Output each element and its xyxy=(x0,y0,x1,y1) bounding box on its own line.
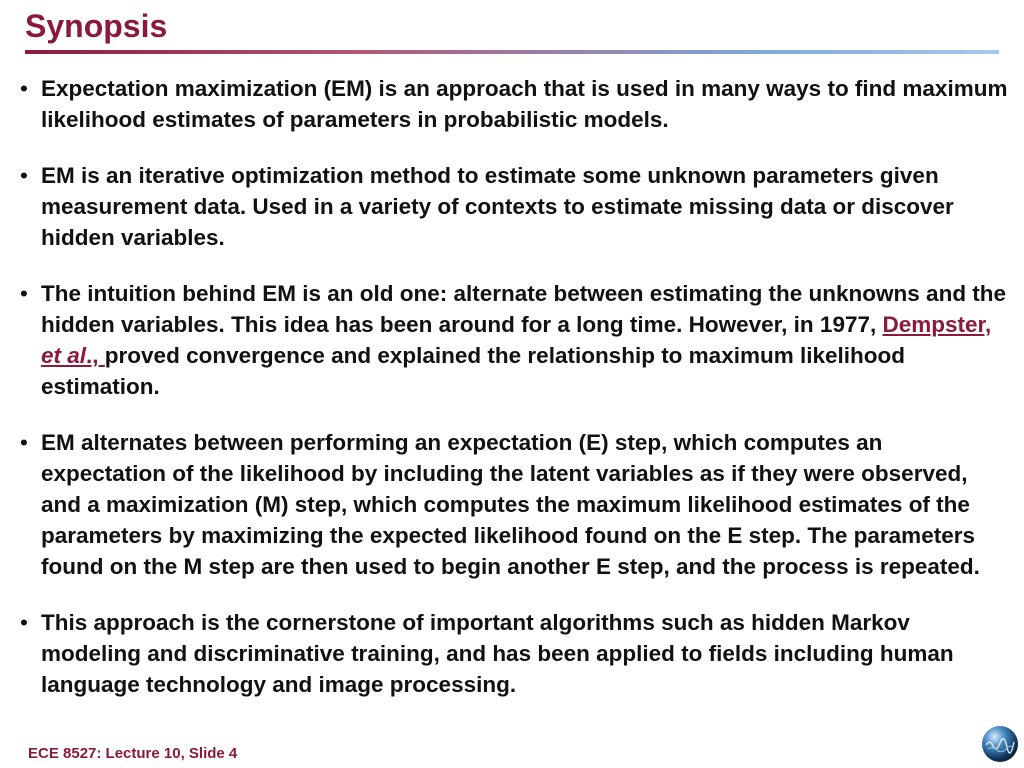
globe-logo-icon xyxy=(980,724,1020,764)
bullet-marker: • xyxy=(20,163,28,188)
bullet-text: Expectation maximization (EM) is an approach that is used in many ways to find maximum likelihood estimates of parameters in probabilistic models. xyxy=(41,76,1008,132)
bullet-item xyxy=(20,278,1010,402)
bullet-item xyxy=(20,607,1010,700)
bullet-text: This approach is the cornerstone of important algorithms such as hidden Markov modeling and discriminative training, and has been applied to fields including human language technology and image processing. xyxy=(41,610,954,697)
bullet-marker: • xyxy=(20,76,28,101)
bullet-marker: • xyxy=(20,610,28,635)
link-author: Dempster, xyxy=(882,312,992,337)
bullet-item xyxy=(20,160,1010,253)
page-title: Synopsis xyxy=(25,8,168,44)
slide-footer: ECE 8527: Lecture 10, Slide 4 xyxy=(28,745,238,762)
link-tail: ., xyxy=(86,343,105,368)
bullet-text-before-link: The intuition behind EM is an old one: alternate between estimating the unknowns and the hidden variables. This idea has been around for a long time. However, in 1977, xyxy=(41,281,1007,337)
bullet-text-after-link: proved convergence and explained the relationship to maximum likelihood estimation. xyxy=(41,343,905,399)
bullet-marker: • xyxy=(20,281,28,306)
link-etal: et al xyxy=(41,343,87,368)
title-underline xyxy=(25,50,999,54)
bullet-text: EM alternates between performing an expectation (E) step, which computes an expectation of the likelihood by including the latent variables as if they were observed, and a maximization (M) step, which computes the maximum likelihood estimates of the parameters by maximizing the expected likelihood found on the E step. The parameters found on the M step are then used to begin another E step, and the process is repeated. xyxy=(41,430,980,579)
bullet-list xyxy=(20,73,1010,725)
bullet-item xyxy=(20,427,1010,582)
bullet-text: EM is an iterative optimization method to estimate some unknown parameters given measurement data. Used in a variety of contexts to estimate missing data or discover hidden variables. xyxy=(41,163,954,250)
bullet-item xyxy=(20,73,1010,135)
bullet-marker: • xyxy=(20,430,28,455)
